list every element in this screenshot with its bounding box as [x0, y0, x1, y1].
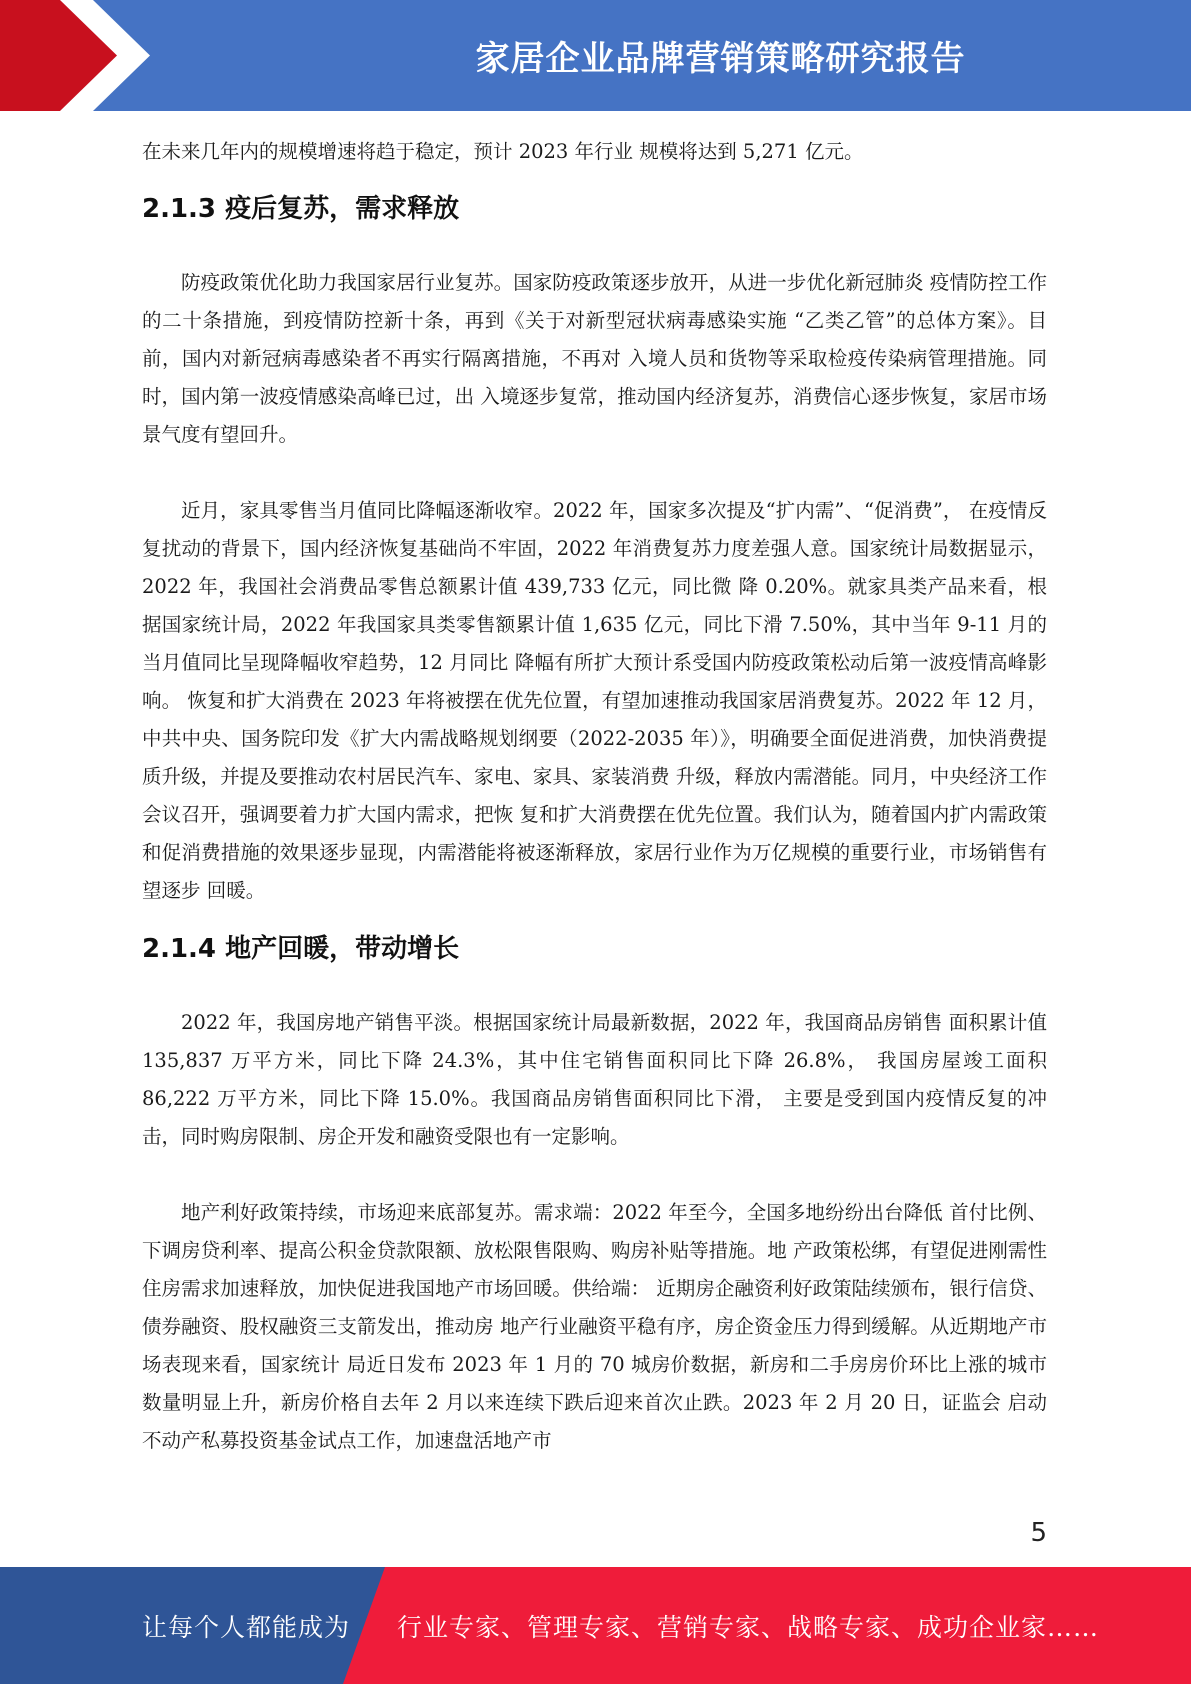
page-footer: [0, 1567, 1191, 1684]
header-chevron-decoration: [0, 0, 260, 111]
section-heading-2-1-3: 2.1.3 疫后复苏，需求释放: [142, 194, 460, 224]
page-number: 5: [1030, 1518, 1047, 1548]
page-header: [0, 0, 1191, 111]
paragraph-real-estate-sales: 2022 年，我国房地产销售平淡。根据国家统计局最新数据，2022 年，我国商品房销售 面积累计值 135,837 万平方米，同比下降 24.3%，其中住宅销售面积同比下降 26.8%， 我国房屋竣工面积 86,222 万平方米，同比下降 15.0%。我国商品房销售面积同比下滑， 主要是受到国内疫情反复的冲击，同时购房限制、房企开发和融资受限也有一定影响。: [142, 1011, 1047, 1148]
paragraph-real-estate-policy: 地产利好政策持续，市场迎来底部复苏。需求端：2022 年至今，全国多地纷纷出台降低 首付比例、下调房贷利率、提高公积金贷款限额、放松限售限购、购房补贴等措施。地 产政策松绑，有望促进刚需性住房需求加速释放，加快促进我国地产市场回暖。供给端： 近期房企融资利好政策陆续颁布，银行信贷、债券融资、股权融资三支箭发出，推动房 地产行业融资平稳有序，房企资金压力得到缓解。从近期地产市场表现来看，国家统计 局近日发布 2023 年 1 月的 70 城房价数据，新房和二手房房价环比上涨的城市数量明显上升，新房价格自去年 2 月以来连续下跌后迎来首次止跌。2023 年 2 月 20 日，证监会 启动不动产私募投资基金试点工作，加速盘活地产市: [142, 1201, 1047, 1452]
paragraph-intro: 在未来几年内的规模增速将趋于稳定，预计 2023 年行业 规模将达到 5,271 亿元。: [142, 140, 864, 163]
paragraph-furniture-retail: 近月，家具零售当月值同比降幅逐渐收窄。2022 年，国家多次提及“扩内需”、“促消费”， 在疫情反复扰动的背景下，国内经济恢复基础尚不牢固，2022 年消费复苏力度差强人意。国家统计局数据显示，2022 年，我国社会消费品零售总额累计值 439,733 亿元，同比微 降 0.20%。就家具类产品来看，根据国家统计局，2022 年我国家具类零售额累计值 1,635 亿元，同比下滑 7.50%，其中当年 9-11 月的当月值同比呈现降幅收窄趋势，12 月同比 降幅有所扩大预计系受国内防疫政策松动后第一波疫情高峰影响。 恢复和扩大消费在 2023 年将被摆在优先位置，有望加速推动我国家居消费复苏。2022 年 12 月，中共中央、国务院印发《扩大内需战略规划纲要（2022-2035 年）》，明确要全面促进消费，加快消费提质升级，并提及要推动农村居民汽车、家电、家具、家装消费 升级，释放内需潜能。同月，中央经济工作会议召开，强调要着力扩大国内需求，把恢 复和扩大消费摆在优先位置。我们认为，随着国内扩内需政策和促消费措施的效果逐步显现，内需潜能将被逐渐释放，家居行业作为万亿规模的重要行业，市场销售有望逐步 回暖。: [142, 499, 1047, 902]
report-title: 家居企业品牌营销策略研究报告: [475, 39, 966, 79]
section-heading-2-1-4: 2.1.4 地产回暖，带动增长: [142, 934, 460, 964]
document-body: [142, 133, 1047, 1460]
paragraph-epidemic-policy: 防疫政策优化助力我国家居行业复苏。国家防疫政策逐步放开，从进一步优化新冠肺炎 疫情防控工作的二十条措施，到疫情防控新十条，再到《关于对新型冠状病毒感染实施 “乙类乙管”的总体方案》。目前，国内对新冠病毒感染者不再实行隔离措施，不再对 入境人员和货物等采取检疫传染病管理措施。同时，国内第一波疫情感染高峰已过，出 入境逐步复常，推动国内经济复苏，消费信心逐步恢复，家居市场景气度有望回升。: [142, 271, 1047, 446]
footer-slogan-right: 行业专家、管理专家、营销专家、战略专家、成功企业家……: [397, 1612, 1100, 1642]
footer-slogan-left: 让每个人都能成为: [142, 1612, 351, 1642]
